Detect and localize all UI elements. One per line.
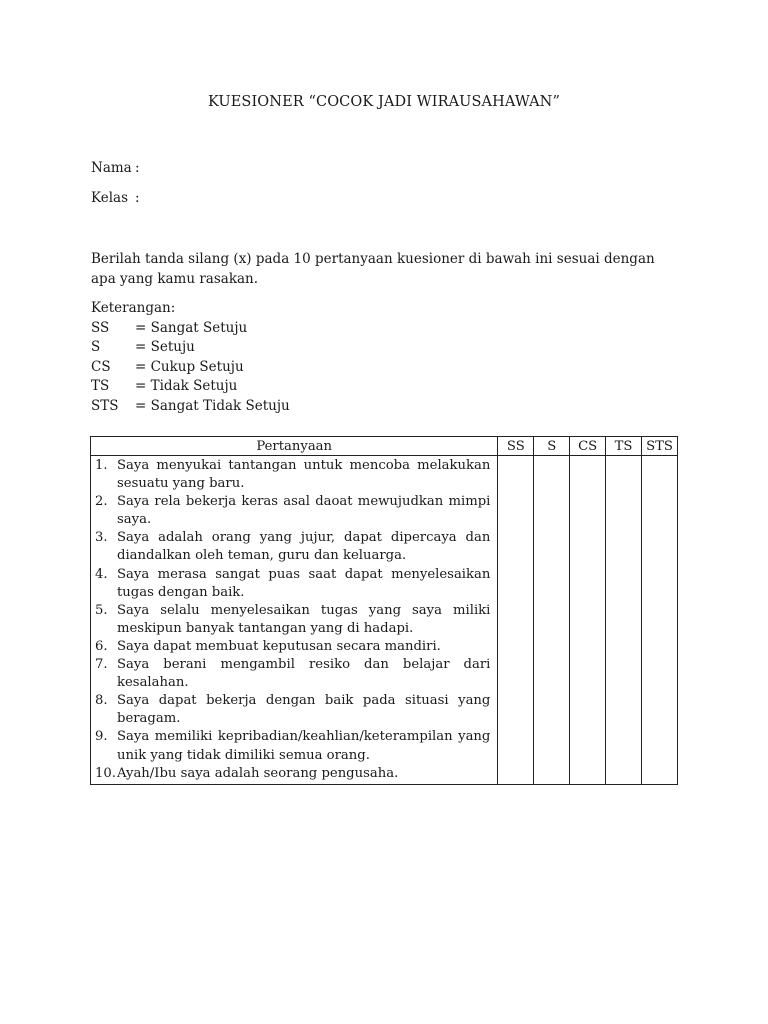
name-colon: : bbox=[135, 160, 140, 176]
question-item bbox=[95, 457, 490, 493]
page-title: KUESIONER “COCOK JADI WIRAUSAHAWAN” bbox=[208, 94, 560, 110]
header-s: S bbox=[534, 437, 570, 456]
question-text: Ayah/Ibu saya adalah seorang pengusaha. bbox=[117, 765, 399, 781]
questions-cell bbox=[91, 456, 498, 785]
legend-meaning: = Tidak Setuju bbox=[135, 378, 238, 395]
header-ss: SS bbox=[498, 437, 534, 456]
legend-abbr: S bbox=[91, 339, 101, 356]
question-item bbox=[95, 638, 490, 656]
question-item bbox=[95, 656, 490, 692]
legend-abbr: STS bbox=[91, 397, 119, 414]
question-number: 1. bbox=[95, 458, 108, 473]
answer-cell-ss[interactable] bbox=[498, 456, 534, 785]
header-sts: STS bbox=[642, 437, 678, 456]
question-item bbox=[95, 493, 490, 529]
legend-item-cs bbox=[91, 358, 290, 378]
answer-cell-sts[interactable] bbox=[642, 456, 678, 785]
answer-cell-s[interactable] bbox=[534, 456, 570, 785]
questionnaire-table bbox=[90, 436, 678, 785]
legend bbox=[91, 299, 290, 417]
question-number: 2. bbox=[95, 494, 108, 510]
question-number: 10. bbox=[95, 765, 116, 781]
question-text: Saya dapat bekerja dengan baik pada situasi yang beragam. bbox=[117, 693, 491, 727]
legend-meaning: = Setuju bbox=[135, 339, 195, 356]
question-item bbox=[95, 728, 490, 764]
table-header-row bbox=[91, 437, 678, 456]
question-item bbox=[95, 529, 490, 565]
legend-item-ts bbox=[91, 377, 290, 397]
question-item bbox=[95, 765, 490, 783]
legend-meaning: = Sangat Tidak Setuju bbox=[135, 397, 290, 414]
question-text: Saya menyukai tantangan untuk mencoba melakukan sesuatu yang baru. bbox=[117, 458, 491, 492]
legend-item-s bbox=[91, 338, 290, 358]
name-label: Nama bbox=[91, 160, 132, 176]
legend-meaning: = Cukup Setuju bbox=[135, 358, 244, 375]
question-number: 4. bbox=[95, 566, 108, 582]
question-text: Saya dapat membuat keputusan secara mandiri. bbox=[117, 638, 441, 654]
question-number: 5. bbox=[95, 602, 108, 618]
class-colon: : bbox=[135, 190, 140, 206]
question-number: 7. bbox=[95, 657, 108, 673]
question-list bbox=[95, 457, 490, 783]
legend-abbr: CS bbox=[91, 358, 111, 375]
question-text: Saya berani mengambil resiko dan belajar dari kesalahan. bbox=[117, 657, 491, 691]
question-number: 6. bbox=[95, 638, 108, 654]
question-number: 8. bbox=[95, 693, 108, 709]
header-ts: TS bbox=[606, 437, 642, 456]
class-label: Kelas bbox=[91, 190, 129, 206]
question-text: Saya merasa sangat puas saat dapat menyelesaikan tugas dengan baik. bbox=[117, 566, 491, 600]
legend-heading: Keterangan: bbox=[91, 300, 176, 316]
question-text: Saya adalah orang yang jujur, dapat dipercaya dan diandalkan oleh teman, guru dan keluarga. bbox=[117, 530, 491, 564]
answer-cell-ts[interactable] bbox=[606, 456, 642, 785]
class-field bbox=[91, 190, 140, 206]
legend-meaning: = Sangat Setuju bbox=[135, 319, 248, 336]
header-question: Pertanyaan bbox=[91, 437, 498, 456]
question-number: 9. bbox=[95, 729, 108, 745]
question-item bbox=[95, 692, 490, 728]
question-item bbox=[95, 566, 490, 602]
question-item bbox=[95, 602, 490, 638]
name-field bbox=[91, 160, 140, 176]
instruction-text: Berilah tanda silang (x) pada 10 pertanyaan kuesioner di bawah ini sesuai dengan apa yang kamu rasakan. bbox=[91, 251, 655, 287]
legend-item-ss bbox=[91, 319, 290, 339]
answer-cell-cs[interactable] bbox=[570, 456, 606, 785]
header-cs: CS bbox=[570, 437, 606, 456]
table-body-row bbox=[91, 456, 678, 785]
legend-abbr: SS bbox=[91, 319, 110, 336]
legend-item-sts bbox=[91, 397, 290, 417]
question-number: 3. bbox=[95, 530, 108, 546]
question-text: Saya rela bekerja keras asal daoat mewujudkan mimpi saya. bbox=[117, 494, 491, 528]
question-text: Saya selalu menyelesaikan tugas yang saya miliki meskipun banyak tantangan yang di hadapi. bbox=[117, 602, 491, 636]
legend-abbr: TS bbox=[91, 378, 110, 395]
question-text: Saya memiliki kepribadian/keahlian/keterampilan yang unik yang tidak dimiliki semua orang. bbox=[117, 729, 491, 763]
